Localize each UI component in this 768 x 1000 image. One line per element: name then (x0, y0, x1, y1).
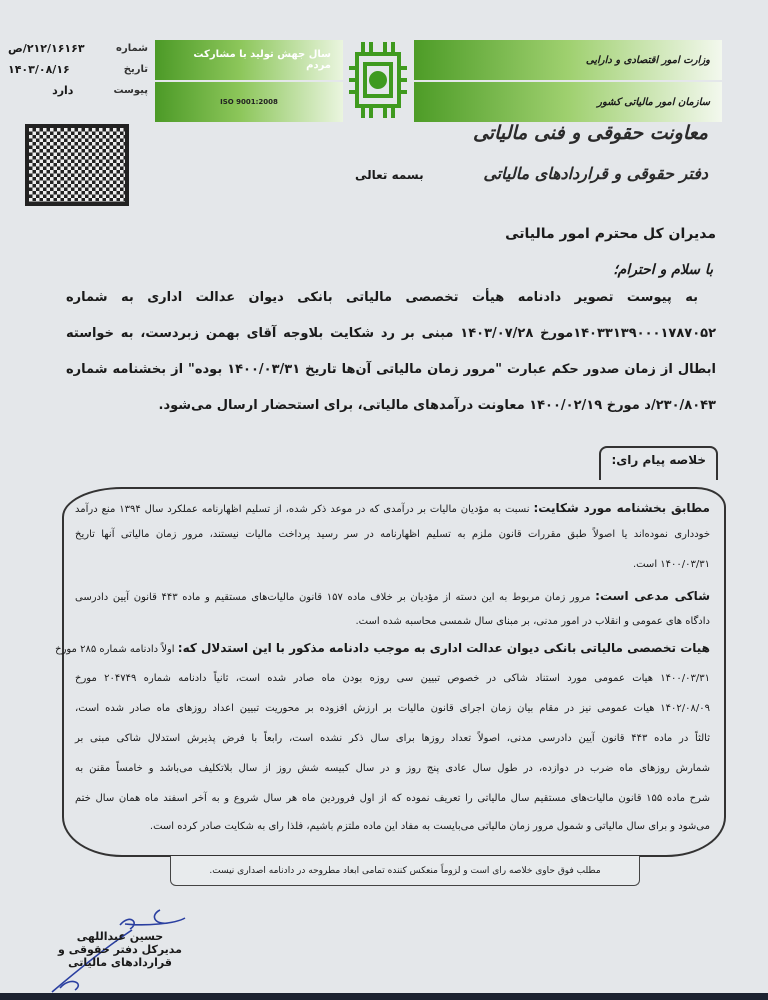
body-line: به پیوست تصویر دادنامه هیأت تخصصی مالیاتی بانکی دیوان عدالت اداری به شماره (66, 290, 698, 305)
signatory-title: مدیرکل دفتر حقوقی و قراردادهای مالیاتی (58, 943, 182, 969)
addressee: مدیران کل محترم امور مالیاتی (505, 226, 716, 242)
summary-line: مرور زمان مربوط به این دسته از مؤدیان بر خلاف ماده ۱۵۷ قانون مالیات‌های مستقیم و ماده ۴۴۳ قانون آیین دادرسی (75, 592, 591, 603)
letterhead-banner (155, 34, 722, 126)
number-label: شماره (116, 43, 148, 54)
summary-line: ۱۴۰۲/۰۸/۰۹ هیات عمومی نیز در مقام بیان زمان اجرای قانون مالیات بر ارزش افزوده بر محوریت تبیین اعداد روزهای ماه صادر شده است، (75, 703, 710, 714)
disclaimer-note: مطلب فوق حاوی خلاصه رای است و لزوماً منعکس کننده تمامی ابعاد مطروحه در دادنامه اصداری نیست. (170, 856, 640, 886)
bottom-edge (0, 993, 768, 1000)
date-label: تاریخ (123, 64, 148, 75)
summary-line: ثالثاً در ماده ۴۴۳ قانون آیین دادرسی مدنی، اصولاً تعداد روزها برای سال ذکر نشده است، رابعاً با فرض پذیرش استدلال شاکی مبنی بر (75, 733, 710, 744)
signature-block (40, 930, 200, 969)
summary-line: نسبت به مؤدیان مالیات بر درآمدی که در موعد ذکر شده، از تسلیم اظهارنامه عملکرد سال ۱۳۹۴ منع درآمد (75, 504, 530, 515)
summary-line: خودداری نموده‌اند یا اصولاً طبق مقررات قانون ملزم به تسلیم اظهارنامه در سر رسید پرداخت مالیات نیستند، مرور زمان مالیاتی آنها تاریخ (75, 529, 710, 540)
summary-line: ۱۴۰۰/۰۳/۳۱ هیات عمومی مورد استناد شاکی در خصوص تبیین سی روزه بودن ماه صادر شده است، ثانیاً دادنامه شماره ۲۰۴۷۴۹ مورخ (75, 673, 710, 684)
attachment-value: دارد (52, 84, 74, 97)
ministry-name: وزارت امور اقتصادی و دارایی (585, 54, 710, 66)
letter-meta (8, 38, 148, 101)
deputy-name: معاونت حقوقی و فنی مالیاتی (472, 122, 708, 144)
bismillah: بسمه تعالی (355, 168, 424, 182)
body-line: ابطال از زمان صدور حکم عبارت "مرور زمان مالیاتی آن‌ها تاریخ ۱۴۰۰/۰۳/۳۱ بوده" از بخشنامه شماره (66, 362, 716, 377)
body-line: ۲۳۰/۸۰۴۳/د مورخ ۱۴۰۰/۰۲/۱۹ معاونت درآمدهای مالیاتی، برای استحضار ارسال می‌شود. (158, 398, 716, 413)
office-name: دفتر حقوقی و قراردادهای مالیاتی (483, 164, 708, 183)
summary-line: ۱۴۰۰/۰۳/۳۱ است. (632, 559, 710, 570)
summary-line: شرح ماده ۱۵۵ قانون مالیات‌های مستقیم سال مالیاتی را تعریف نموده که از اول فروردین ماه هر سال شروع و به آخر اسفند ماه همان سال ختم (75, 793, 710, 804)
summary-line: اولاً دادنامه شماره ۲۸۵ مورخ (55, 644, 175, 655)
p3-title: هیات تخصصی مالیاتی بانکی دیوان عدالت اداری به موجب دادنامه مذکور با این استدلال که: (177, 641, 710, 655)
letter-date: ۱۴۰۳/۰۸/۱۶ (8, 63, 70, 76)
ministry-bar (414, 40, 722, 80)
p2-title: شاکی مدعی است: (595, 589, 710, 603)
summary-box (55, 487, 726, 857)
iso-bar (155, 82, 343, 122)
attachment-label: پیوست (113, 85, 148, 96)
organization-name: سازمان امور مالیاتی کشور (597, 96, 710, 108)
organization-bar (414, 82, 722, 122)
summary-line: دادگاه های عمومی و انقلاب در امور مدنی، بر مبنای سال شمسی محاسبه شده است. (355, 616, 710, 627)
summary-line: شمارش روزهای ماه ضرب در دوازده، در طول سال عادی پنج روز و در سال کبیسه شش روز از سال بلاتکلیف می‌باشد و خامساً مقنن به (75, 763, 710, 774)
greeting: با سلام و احترام؛ (613, 262, 713, 278)
letter-number: ۲۱۲/۱۶۱۶۳/ص (8, 42, 85, 55)
tax-organization-logo-icon (347, 34, 409, 126)
year-slogan: سال جهش تولید با مشارکت مردم (193, 49, 331, 71)
signatory-name: حسین عبداللهی (76, 930, 164, 943)
summary-line: می‌شود و برای سال مالیاتی و شمول مرور زمان مالیاتی می‌بایست به مفاد این ماده ملتزم باشیم، فلذا رای به شکایت صادر کرده است. (149, 821, 710, 832)
qr-code (25, 124, 129, 206)
p1-title: مطابق بخشنامه مورد شکایت: (533, 501, 710, 515)
slogan-bar (155, 40, 343, 80)
iso-label: ISO 9001:2008 (220, 98, 278, 106)
summary-title: خلاصه پیام رای: (599, 446, 718, 480)
body-line: ۱۴۰۳۳۱۳۹۰۰۰۱۷۸۷۰۵۲مورخ ۱۴۰۳/۰۷/۲۸ مبنی بر رد شکایت بلاوجه آقای بهمن زبردست، به خواسته (66, 326, 717, 341)
